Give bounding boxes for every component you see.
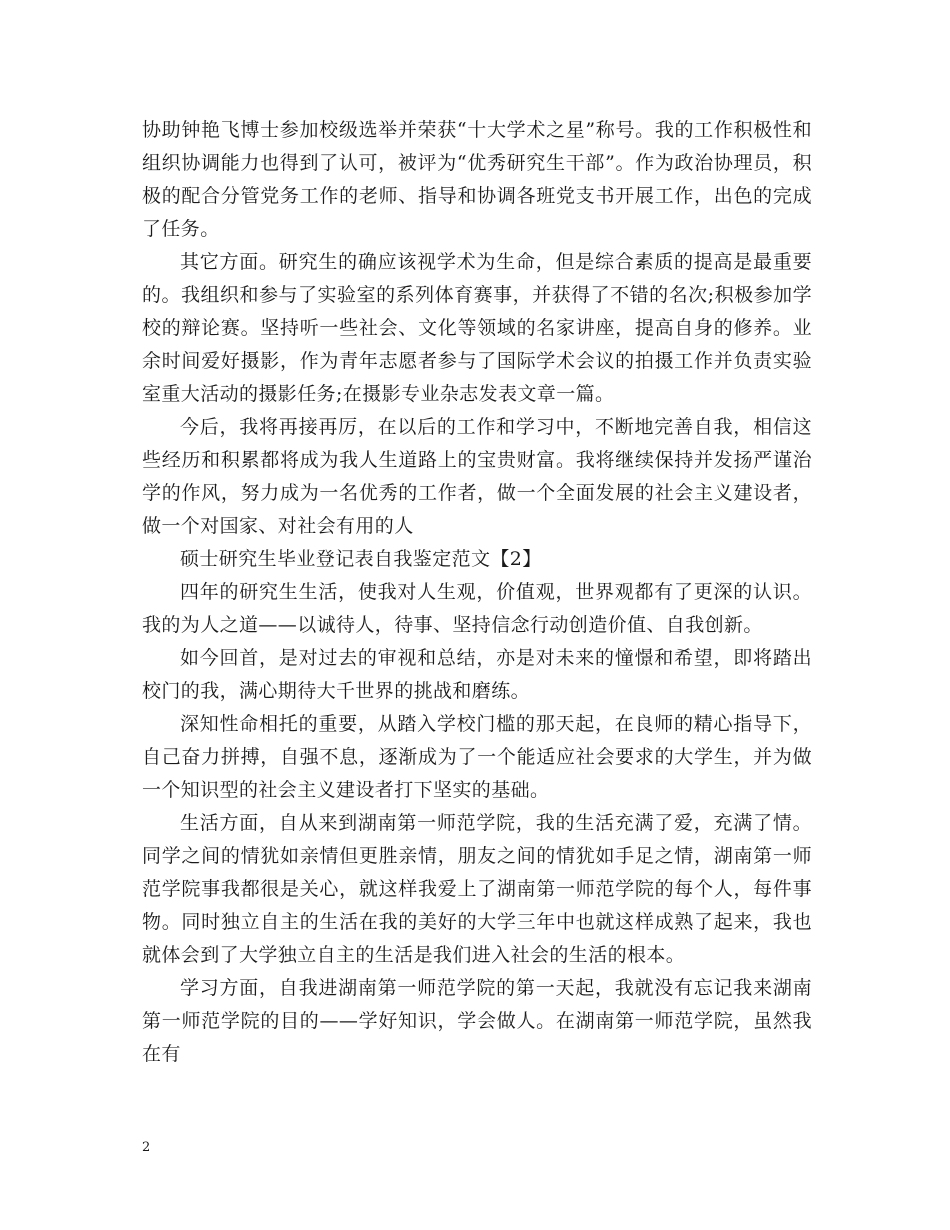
paragraph-2: 其它方面。研究生的确应该视学术为生命，但是综合素质的提高是最重要的。我组织和参与了实验室的系列体育赛事，并获得了不错的名次;积极参加学校的辩论赛。坚持听一些社会、文化等领域的名家讲座，提高自身的修养。业余时间爱好摄影，作为青年志愿者参与了国际学术会议的拍摄工作并负责实验室重大活动的摄影任务;在摄影专业杂志发表文章一篇。 [142, 251, 812, 405]
paragraph-1: 协助钟艳飞博士参加校级选举并荣获“十大学术之星”称号。我的工作积极性和组织协调能力也得到了认可，被评为“优秀研究生干部”。作为政治协理员，积极的配合分管党务工作的老师、指导和协调各班党支书开展工作，出色的完成了任务。 [142, 119, 812, 240]
document-body [142, 114, 812, 1071]
paragraph-6: 如今回首，是对过去的审视和总结，亦是对未来的憧憬和希望，即将踏出校门的我，满心期待大千世界的挑战和磨练。 [142, 647, 812, 702]
paragraph-5: 四年的研究生生活，使我对人生观，价值观，世界观都有了更深的认识。我的为人之道——以诚待人，待事、坚持信念行动创造价值、自我创新。 [142, 581, 812, 636]
paragraph-7: 深知性命相托的重要，从踏入学校门槛的那天起，在良师的精心指导下，自己奋力拼搏，自强不息，逐渐成为了一个能适应社会要求的大学生，并为做一个知识型的社会主义建设者打下坚实的基础。 [142, 713, 812, 801]
page-number: 2 [142, 1140, 151, 1155]
paragraph-3: 今后，我将再接再厉，在以后的工作和学习中，不断地完善自我，相信这些经历和积累都将成为我人生道路上的宝贵财富。我将继续保持并发扬严谨治学的作风，努力成为一名优秀的工作者，做一个全面发展的社会主义建设者，做一个对国家、对社会有用的人 [142, 416, 812, 537]
section-heading: 硕士研究生毕业登记表自我鉴定范文【2】 [180, 548, 542, 570]
paragraph-8: 生活方面，自从来到湖南第一师范学院，我的生活充满了爱，充满了情。同学之间的情犹如亲情但更胜亲情，朋友之间的情犹如手足之情，湖南第一师范学院事我都很是关心，就这样我爱上了湖南第一师范学院的每个人，每件事物。同时独立自主的生活在我的美好的大学三年中也就这样成熟了起来，我也就体会到了大学独立自主的生活是我们进入社会的生活的根本。 [142, 812, 812, 966]
paragraph-9: 学习方面，自我进湖南第一师范学院的第一天起，我就没有忘记我来湖南第一师范学院的目的——学好知识，学会做人。在湖南第一师范学院，虽然我在有 [142, 977, 812, 1065]
